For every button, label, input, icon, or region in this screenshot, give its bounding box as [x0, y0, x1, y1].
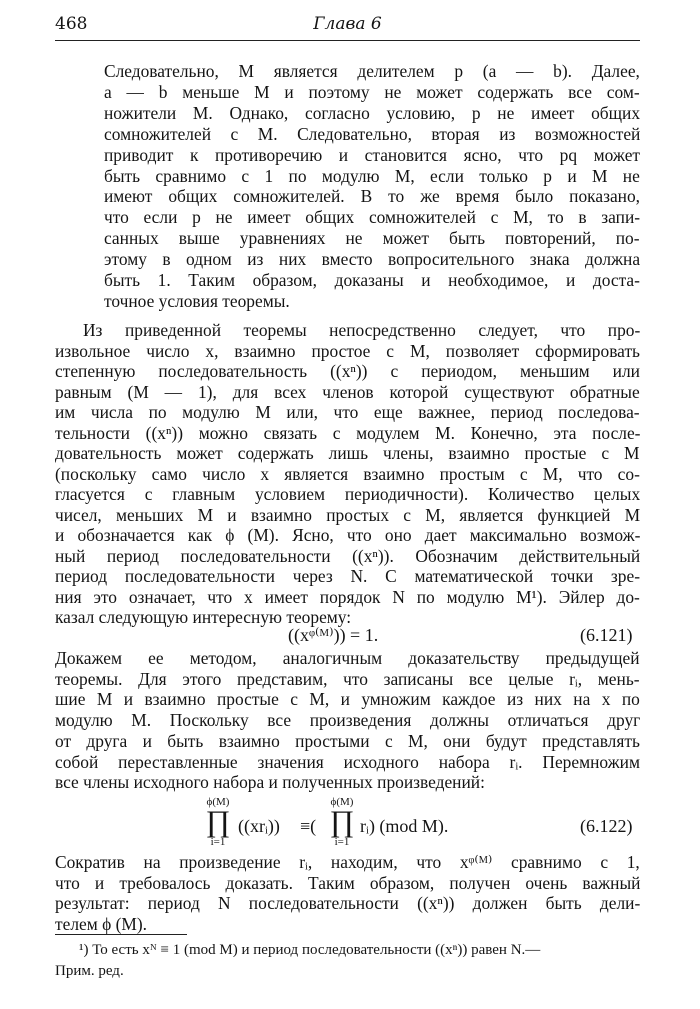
- para1-line: что если p не имеет общих сомножителей с M, то в запи-: [104, 207, 641, 228]
- para1-line: сомножителей с M. Следовательно, вторая из возможностей: [104, 123, 641, 144]
- para2-line: довательность может содержать лишь члены, взаимно простые с M: [55, 443, 640, 463]
- footnote-line: Прим. ред.: [55, 963, 124, 979]
- product-symbol-left: ϕ(M) ∏ i=1: [205, 796, 231, 848]
- page-number: 468: [55, 14, 88, 34]
- para2-line: им числа по модулю M или, что еще важнее, период последова-: [55, 402, 640, 422]
- footnote-rule: [55, 934, 187, 935]
- equation-6-121: ((xᵠ⁽ᴹ⁾)) = 1.: [288, 625, 379, 645]
- para2-line: Из приведенной теоремы непосредственно следует, что про-: [83, 320, 641, 340]
- para4-line: результат: период N последовательности ((xⁿ)) должен быть дели-: [55, 893, 641, 914]
- product-left-term: ((xrᵢ)): [238, 816, 280, 836]
- para1-line: санных выше уравнениях не может быть повторений, по-: [104, 228, 640, 249]
- para3-line: модулю M. Поскольку все произведения должны отличаться друг: [55, 710, 641, 731]
- product-right-term: rᵢ) (mod M).: [360, 816, 449, 836]
- para3-line: Докажем ее методом, аналогичным доказательству предыдущей: [55, 648, 640, 668]
- para2-line: извольное число x, взаимно простое с M, позволяет сформировать: [55, 340, 640, 361]
- para3-line: теоремы. Для этого представим, что записаны все целые rᵢ, мень-: [55, 668, 640, 689]
- para1-line: a — b меньше M и поэтому не может содержать все сом-: [104, 81, 640, 102]
- equation-number-6-122: (6.122): [580, 816, 633, 836]
- para2-line: гласуется с главным условием периодичности). Количество целых: [55, 484, 641, 504]
- para2-line: равным (M — 1), для всех членов которой существуют обратные: [55, 381, 640, 402]
- para1-line: этому в одном из них вместо вопросительного знака должна: [104, 249, 641, 270]
- para3-line: собой переставленные значения исходного набора rᵢ. Перемножим: [55, 751, 640, 772]
- para3-line: все члены исходного набора и полученных произведений:: [55, 772, 485, 793]
- para4-line: что и требовалось доказать. Таким образом, получен очень важный: [55, 872, 641, 893]
- para2-line: ный период последовательности ((xⁿ)). Обозначим действительный: [55, 545, 641, 566]
- para1-line: быть сравнимо с 1 по модулю M, если только p и M не: [104, 165, 640, 186]
- para1-line: быть 1. Таким образом, доказаны и необходимое, и доста-: [104, 270, 640, 290]
- para3-line: шие M и взаимно простые с M, и умножим каждое из них на x по: [55, 689, 640, 710]
- equation-number-6-121: (6.121): [580, 625, 633, 645]
- para2-line: ния это означает, что x имеет порядок N по модулю M¹). Эйлер до-: [55, 586, 640, 607]
- para1-line: Следовательно, M является делителем p (a — b). Далее,: [104, 61, 640, 81]
- para2-line: и обозначается как ϕ (M). Ясно, что оно дает максимально возмож-: [55, 525, 641, 545]
- footnote-line: ¹) То есть xᴺ ≡ 1 (mod M) и период последовательности ((xⁿ)) равен N.—: [79, 942, 541, 958]
- chapter-title: Глава 6: [313, 14, 382, 34]
- para1-line: приводит к противоречию и становится ясно, что pq может: [104, 144, 641, 165]
- para2-line: период последовательности через N. С математической точки зре-: [55, 566, 640, 586]
- para3-line: от друга и быть взаимно простыми с M, они будут представлять: [55, 730, 640, 751]
- header-rule: [55, 40, 640, 41]
- para1-line: имеют общих сомножителей. В то же время было показано,: [104, 186, 641, 207]
- congruence-relation: ≡(: [300, 816, 317, 836]
- para2-line: степенную последовательность ((xⁿ)) с периодом, меньшим или: [55, 361, 640, 381]
- para2-line: казал следующую интересную теорему:: [55, 607, 352, 627]
- para1-line: ножители M. Однако, согласно условию, p не имеет общих: [104, 102, 641, 123]
- para4-line: телем ϕ (M).: [55, 914, 147, 935]
- product-symbol-right: ϕ(M) ∏ i=1: [329, 796, 355, 848]
- para1-line: точное условия теоремы.: [104, 290, 290, 311]
- para2-line: (поскольку само число x является взаимно простым с M, что со-: [55, 463, 640, 484]
- running-header: [55, 14, 640, 38]
- para2-line: тельности ((xⁿ)) можно связать с модулем M. Конечно, эта после-: [55, 422, 641, 443]
- para4-line: Сократив на произведение rᵢ, находим, что xᵠ⁽ᴹ⁾ сравнимо с 1,: [55, 852, 640, 872]
- para2-line: чисел, меньших M и взаимно простых с M, является функцией M: [55, 504, 641, 525]
